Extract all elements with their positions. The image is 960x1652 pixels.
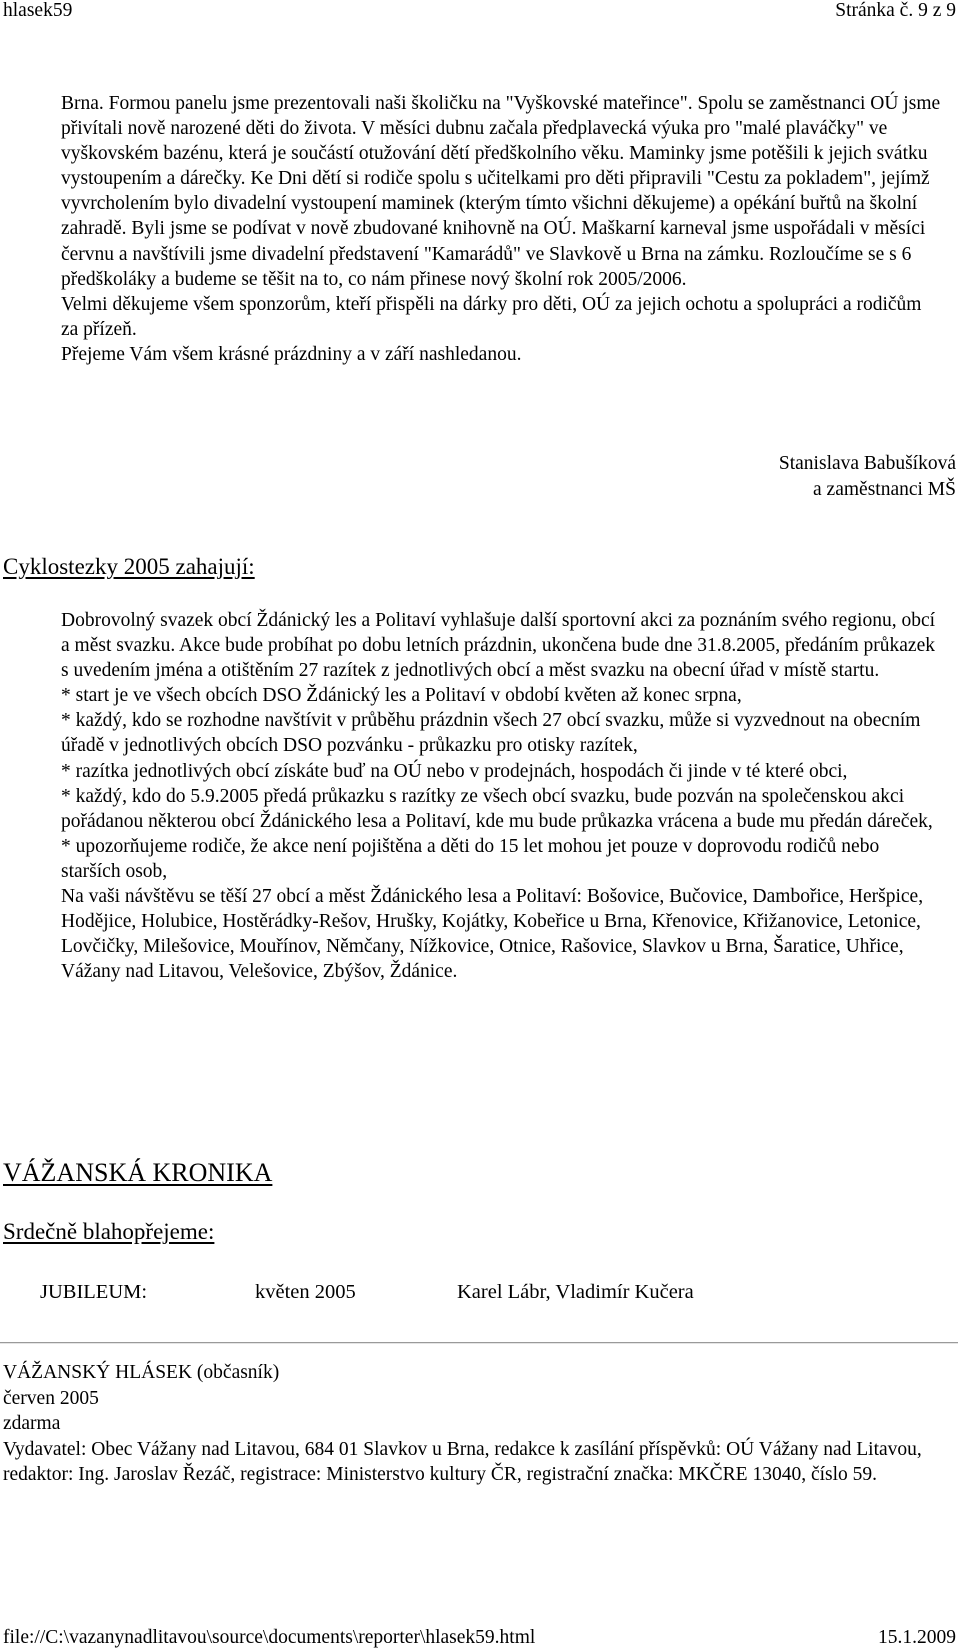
colophon-issue: červen 2005 xyxy=(3,1387,99,1409)
jubileum-month: květen 2005 xyxy=(255,1281,356,1303)
colophon-title: VÁŽANSKÝ HLÁSEK (občasník) xyxy=(3,1362,280,1383)
signature-staff: a zaměstnanci MŠ xyxy=(813,478,956,500)
footer-file-path: file://C:\vazanynadlitavou\source\documents\reporter\hlasek59.html xyxy=(3,1627,536,1648)
kronika-heading: VÁŽANSKÁ KRONIKA xyxy=(3,1158,273,1187)
ms-report-paragraph: Velmi děkujeme všem sponzorům, kteří přispěli na dárky pro děti, OÚ za jejich ochotu a spolupráci a rodičům za přízeň. xyxy=(61,293,922,340)
cyklostezky-intro: Dobrovolný svazek obcí Ždánický les a Politaví vyhlašuje další sportovní akci za poznáním svého regionu, obcí a měst svazku. Akce bude probíhat po dobu letních prázdnin, ukončena bude dne 31.8.2005, předáním průkazek s uvedením jména a otištěním 27 razítek z jednotlivých obcí a měst svazku na obecní úřad v místě startu. xyxy=(61,610,936,682)
signature xyxy=(779,451,956,502)
colophon-price: zdarma xyxy=(3,1413,61,1434)
cyklostezky-towns: Na vaši návštěvu se těší 27 obcí a měst Ždánického lesa a Politaví: Bošovice, Bučovice, Dambořice, Heršpice, Hodějice, Holubice, Hostěrádky-Rešov, Hrušky, Kojátky, Kobeřice u Brna, Křenovice, Křižanovice, Letonice, Lovčičky, Milešovice, Mouřínov, Němčany, Nížkovice, Otnice, Rašovice, Slavkov u Brna, Šaratice, Uhřice, Vážany nad Litavou, Velešovice, Zbýšov, Ždánice. xyxy=(61,886,924,983)
colophon-editor: redaktor: Ing. Jaroslav Řezáč, registrace: Ministerstvo kultury ČR, registrační značka: MKČRE 13040, číslo 59. xyxy=(3,1464,878,1485)
cyklostezky-item: * razítka jednotlivých obcí získáte buď na OÚ nebo v prodejnách, hospodách či jinde v té které obci, xyxy=(61,760,848,782)
colophon xyxy=(3,1360,933,1488)
signature-name: Stanislava Babušíková xyxy=(778,453,956,474)
jubileum-label: JUBILEUM: xyxy=(40,1281,148,1303)
cyklostezky-heading: Cyklostezky 2005 zahajují: xyxy=(3,554,255,579)
cyklostezky-item: * start je ve všech obcích DSO Ždánický les a Politaví v období květen až konec srpna, xyxy=(61,685,742,707)
cyklostezky-body xyxy=(61,608,941,984)
ms-report xyxy=(61,91,941,367)
footer-date: 15.1.2009 xyxy=(878,1627,956,1648)
colophon-publisher: Vydavatel: Obec Vážany nad Litavou, 684 01 Slavkov u Brna, redakce k zasílání příspěvků: OÚ Vážany nad Litavou, xyxy=(3,1438,922,1460)
header-page-label: Stránka č. 9 z 9 xyxy=(835,0,956,21)
cyklostezky-item: * každý, kdo do 5.9.2005 předá průkazku s razítky ze všech obcí svazku, bude pozván na společenskou akci pořádanou některou obcí Ždánického lesa a Politaví, kde mu bude průkazka vrácena a bude mu předán dáreček, xyxy=(61,785,933,832)
ms-report-paragraph: Přejeme Vám všem krásné prázdniny a v září nashledanou. xyxy=(61,343,522,365)
ms-report-paragraph: Brna. Formou panelu jsme prezentovali naši školičku na "Vyškovské mateřince". Spolu se zaměstnanci OÚ jsme přivítali nově narozené děti do života. V měsíci dubnu začala předplavecká výuka pro "malé plaváčky" ve vyškovském bazénu, která je součástí otužování dětí předškolního věku. Maminky jsme potěšili k jejich svátku vystoupením a dárečky. Ke Dni dětí si rodiče spolu s učitelkami pro děti připravili "Cestu za pokladem", jejímž vyvrcholením bylo divadelní vystoupení maminek (kterým tímto všichni děkujeme) a opékání buřtů na školní zahradě. Byli jsme se podívat v nově zbudované knihovně na OÚ. Maškarní karneval jsme uspořádali v měsíci červnu a navštívili jsme divadelní představení "Kamarádů" ve Slavkově u Brna na zámku. Rozloučíme se s 6 předškoláky a budeme se těšit na to, co nám přinese nový školní rok 2005/2006. xyxy=(61,93,941,290)
header-doc-name: hlasek59 xyxy=(3,0,73,21)
jubileum-names: Karel Lábr, Vladimír Kučera xyxy=(457,1281,694,1303)
cyklostezky-item: * každý, kdo se rozhodne navštívit v průběhu prázdnin všech 27 obcí svazku, může si vyzvednout na obecním úřadě v jednotlivých obcích DSO pozvánku - průkazku pro otisky razítek, xyxy=(61,710,921,757)
cyklostezky-item: * upozorňujeme rodiče, že akce není pojištěna a děti do 15 let mohou jet pouze v doprovodu rodičů nebo starších osob, xyxy=(61,835,880,882)
divider xyxy=(0,1342,958,1344)
kronika-subheading: Srdečně blahopřejeme: xyxy=(3,1219,215,1244)
